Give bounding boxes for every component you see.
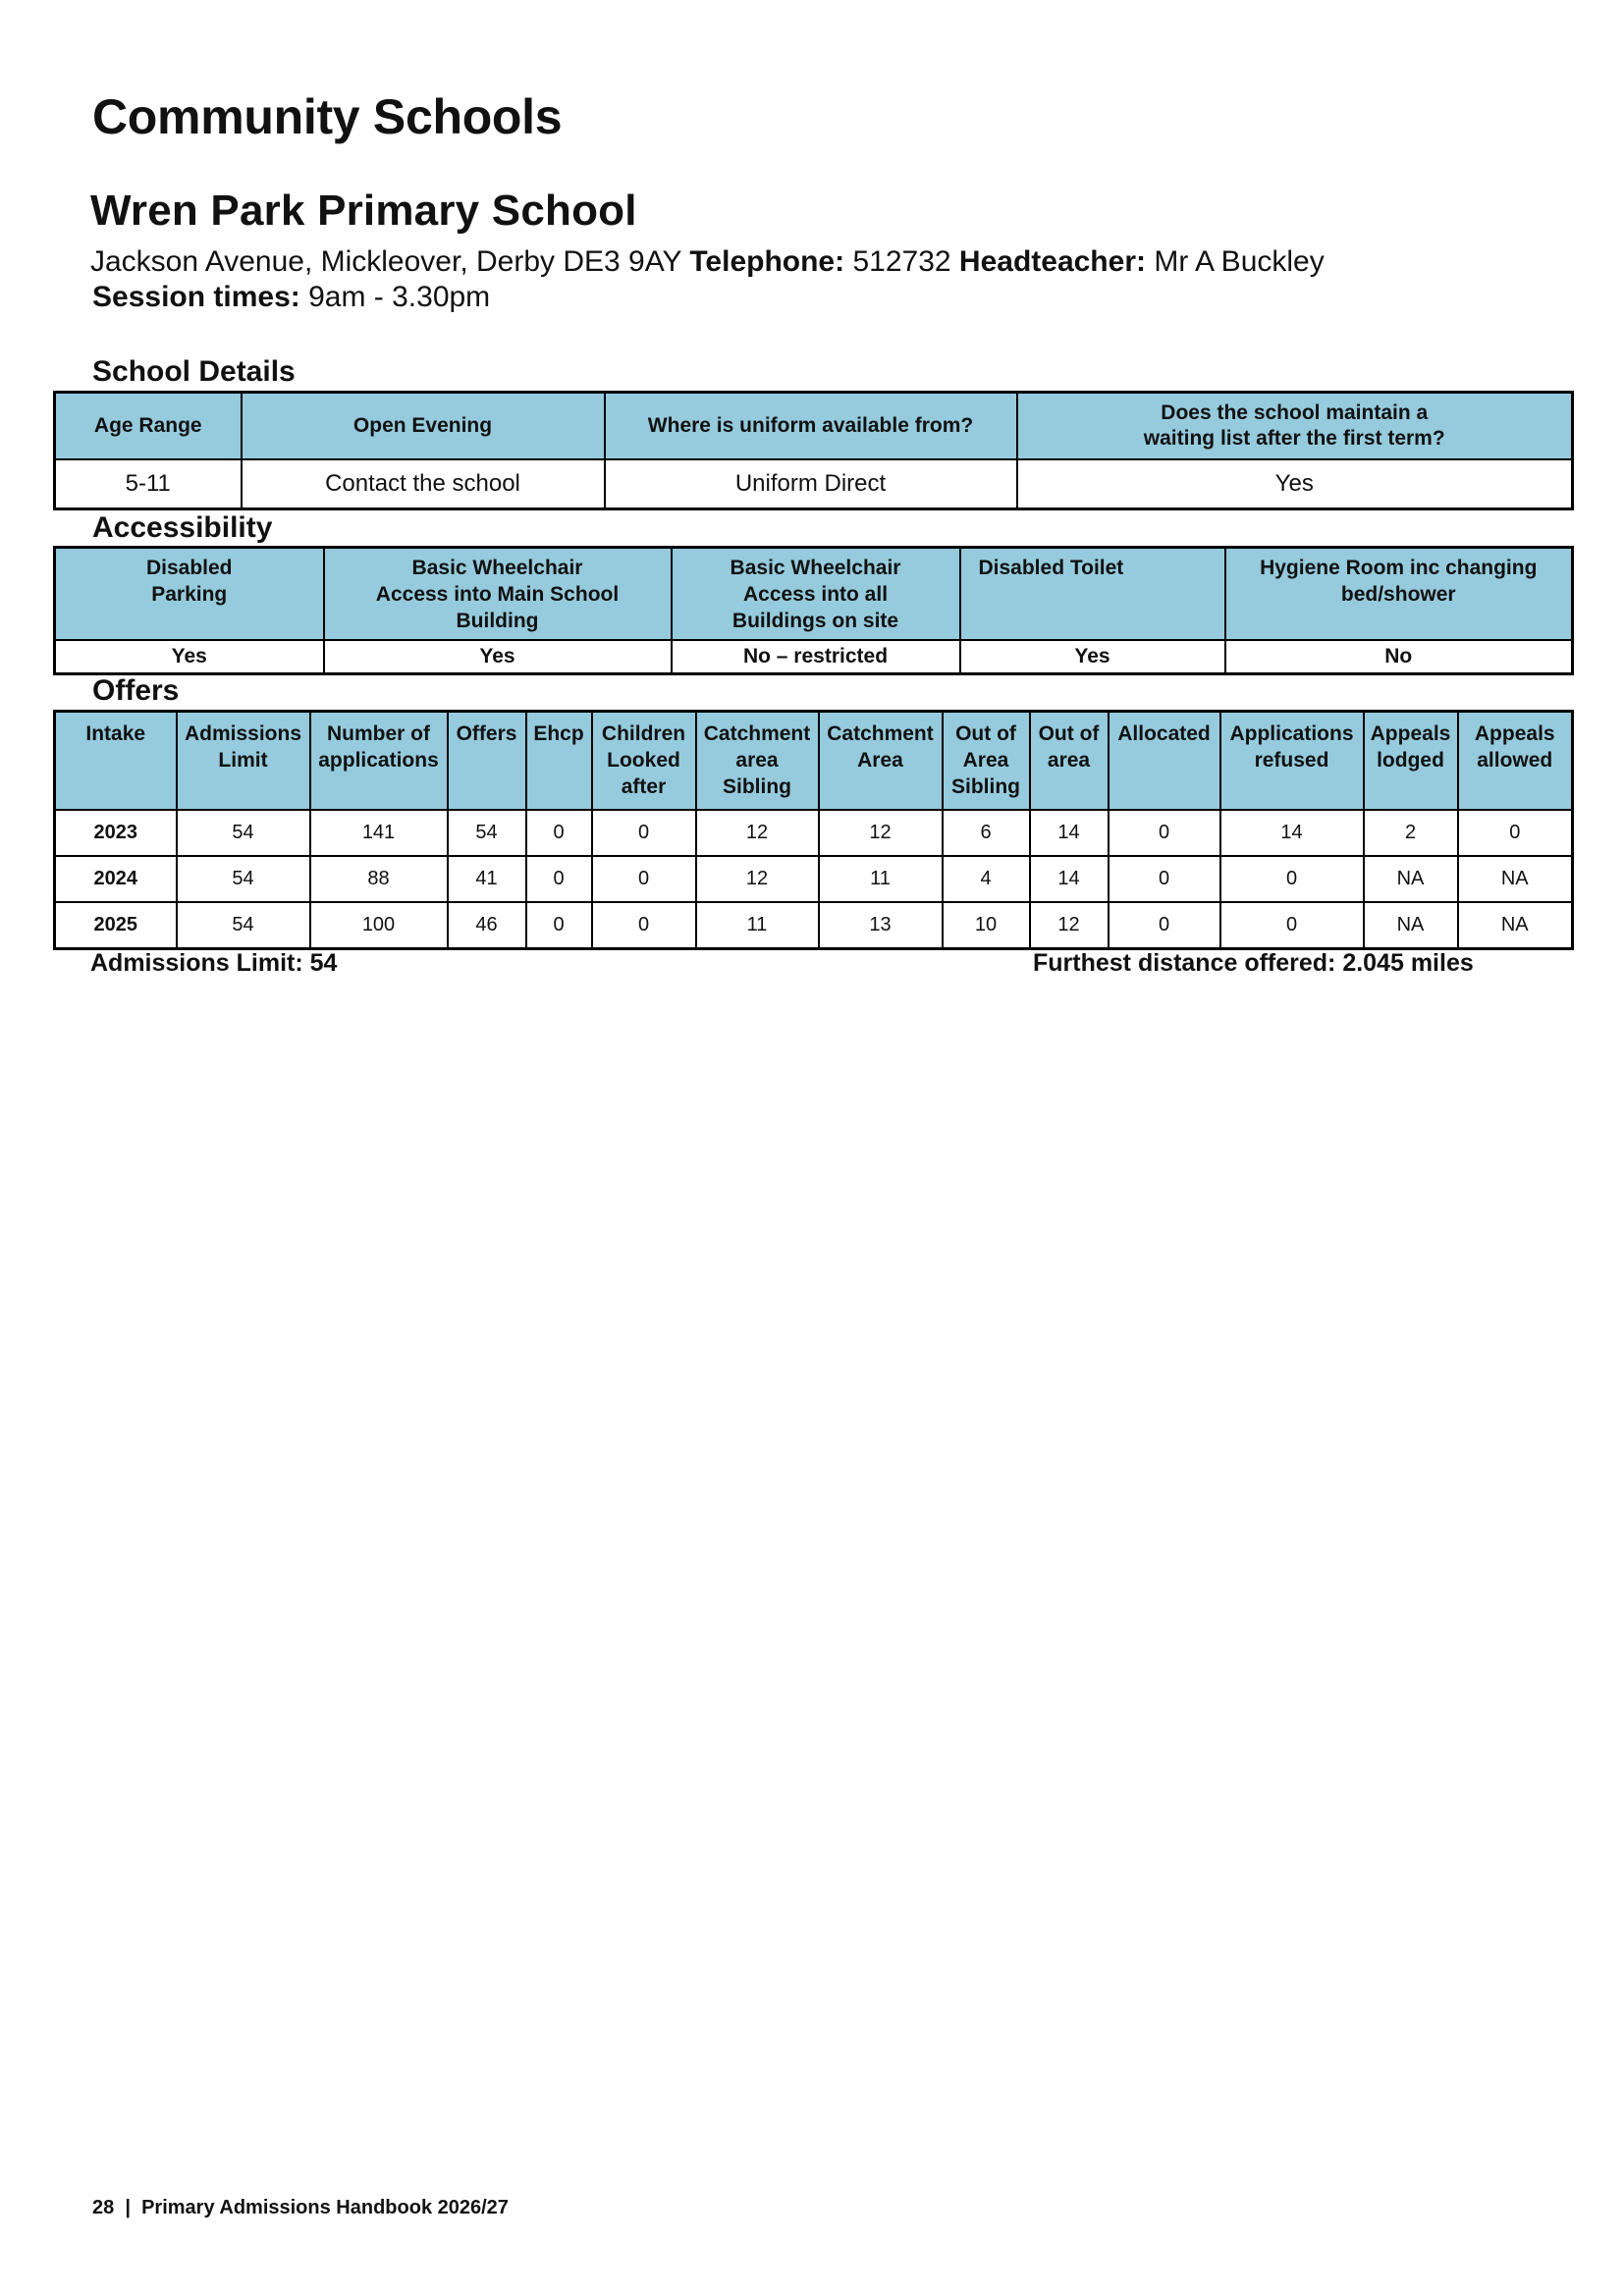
table-header-cell: Appeals allowed xyxy=(1458,712,1573,811)
table-cell: 12 xyxy=(696,856,819,902)
table-cell: 10 xyxy=(943,902,1030,949)
page-title: Community Schools xyxy=(92,89,563,144)
table-cell: 0 xyxy=(526,810,592,856)
table-header-cell: Does the school maintain a waiting list after the first term? xyxy=(1017,393,1573,460)
table-cell: 6 xyxy=(943,810,1030,856)
table-cell: 88 xyxy=(310,856,448,902)
table-header-row xyxy=(55,548,1573,641)
table-header-cell: Out of area xyxy=(1030,712,1109,811)
table-cell: 0 xyxy=(526,856,592,902)
telephone-value: 512732 xyxy=(852,245,951,278)
table-cell: 54 xyxy=(448,810,526,856)
table-cell: 12 xyxy=(819,810,943,856)
school-details-heading: School Details xyxy=(92,355,296,388)
table-cell: Uniform Direct xyxy=(605,459,1017,509)
offers-heading: Offers xyxy=(92,674,180,707)
table-header-cell: Catchment Area xyxy=(819,712,943,811)
table-cell: 0 xyxy=(592,856,696,902)
table-cell: Contact the school xyxy=(242,459,605,509)
session-times-label: Session times: xyxy=(92,281,300,313)
table-cell: 0 xyxy=(1109,856,1220,902)
table-cell: 0 xyxy=(1109,810,1220,856)
table-cell: 2023 xyxy=(55,810,177,856)
table-header-cell: Children Looked after xyxy=(592,712,696,811)
table-row xyxy=(55,902,1573,949)
table-cell: 14 xyxy=(1030,856,1109,902)
table-cell: 54 xyxy=(177,902,310,949)
table-cell: NA xyxy=(1364,902,1458,949)
page-footer: 28 | Primary Admissions Handbook 2026/27 xyxy=(92,2197,509,2218)
table-header-row xyxy=(55,393,1573,460)
table-header-cell: Hygiene Room inc changing bed/shower xyxy=(1225,548,1573,641)
table-cell: 0 xyxy=(1220,856,1364,902)
table-cell: 46 xyxy=(448,902,526,949)
table-cell: 5-11 xyxy=(55,459,242,509)
table-cell: 54 xyxy=(177,856,310,902)
admissions-limit-summary: Admissions Limit: 54 xyxy=(90,949,338,977)
school-name: Wren Park Primary School xyxy=(90,187,637,235)
table-cell: 0 xyxy=(1458,810,1573,856)
table-cell: 2024 xyxy=(55,856,177,902)
accessibility-table xyxy=(53,546,1574,675)
table-cell: 12 xyxy=(1030,902,1109,949)
table-row xyxy=(55,459,1573,509)
table-header-cell: Allocated xyxy=(1109,712,1220,811)
school-address: Jackson Avenue, Mickleover, Derby DE3 9AY xyxy=(90,245,681,278)
table-cell: 54 xyxy=(177,810,310,856)
table-header-cell: Out of Area Sibling xyxy=(943,712,1030,811)
accessibility-heading: Accessibility xyxy=(92,511,273,544)
table-cell: Yes xyxy=(1017,459,1573,509)
table-cell: 0 xyxy=(1220,902,1364,949)
table-cell: NA xyxy=(1458,856,1573,902)
table-cell: 141 xyxy=(310,810,448,856)
table-cell: No xyxy=(1225,640,1573,674)
table-header-cell: Basic Wheelchair Access into all Buildings on site xyxy=(672,548,960,641)
table-cell: 2 xyxy=(1364,810,1458,856)
table-cell: 41 xyxy=(448,856,526,902)
table-header-cell: Disabled Toilet xyxy=(960,548,1225,641)
table-row xyxy=(55,640,1573,674)
table-header-cell: Intake xyxy=(55,712,177,811)
table-header-cell: Open Evening xyxy=(242,393,605,460)
table-header-cell: Age Range xyxy=(55,393,242,460)
table-header-cell: Where is uniform available from? xyxy=(605,393,1017,460)
table-header-cell: Appeals lodged xyxy=(1364,712,1458,811)
table-header-row xyxy=(55,712,1573,811)
table-header-cell: Number of applications xyxy=(310,712,448,811)
table-cell: Yes xyxy=(324,640,672,674)
table-header-cell: Ehcp xyxy=(526,712,592,811)
table-cell: 0 xyxy=(526,902,592,949)
table-cell: 13 xyxy=(819,902,943,949)
table-cell: 14 xyxy=(1030,810,1109,856)
table-cell: NA xyxy=(1364,856,1458,902)
headteacher-label: Headteacher: xyxy=(958,245,1146,278)
table-cell: Yes xyxy=(55,640,324,674)
table-cell: No – restricted xyxy=(672,640,960,674)
table-header-cell: Applications refused xyxy=(1220,712,1364,811)
table-header-cell: Disabled Parking xyxy=(55,548,324,641)
table-cell: NA xyxy=(1458,902,1573,949)
table-row xyxy=(55,810,1573,856)
furthest-distance-summary: Furthest distance offered: 2.045 miles xyxy=(1033,949,1474,977)
school-contact-line xyxy=(90,245,1325,279)
offers-table xyxy=(53,710,1574,950)
table-cell: 0 xyxy=(1109,902,1220,949)
table-cell: 4 xyxy=(943,856,1030,902)
school-details-table xyxy=(53,391,1574,510)
table-cell: 100 xyxy=(310,902,448,949)
table-cell: 12 xyxy=(696,810,819,856)
table-row xyxy=(55,856,1573,902)
table-cell: 0 xyxy=(592,810,696,856)
telephone-label: Telephone: xyxy=(689,245,845,278)
table-header-cell: Admissions Limit xyxy=(177,712,310,811)
table-cell: 11 xyxy=(696,902,819,949)
table-cell: 2025 xyxy=(55,902,177,949)
headteacher-value: Mr A Buckley xyxy=(1154,245,1325,278)
session-times-line xyxy=(92,281,490,314)
table-header-cell: Catchment area Sibling xyxy=(696,712,819,811)
table-header-cell: Offers xyxy=(448,712,526,811)
table-cell: 0 xyxy=(592,902,696,949)
table-cell: 14 xyxy=(1220,810,1364,856)
table-cell: 11 xyxy=(819,856,943,902)
table-cell: Yes xyxy=(960,640,1225,674)
table-header-cell: Basic Wheelchair Access into Main School Building xyxy=(324,548,672,641)
session-times-value: 9am - 3.30pm xyxy=(308,281,491,313)
